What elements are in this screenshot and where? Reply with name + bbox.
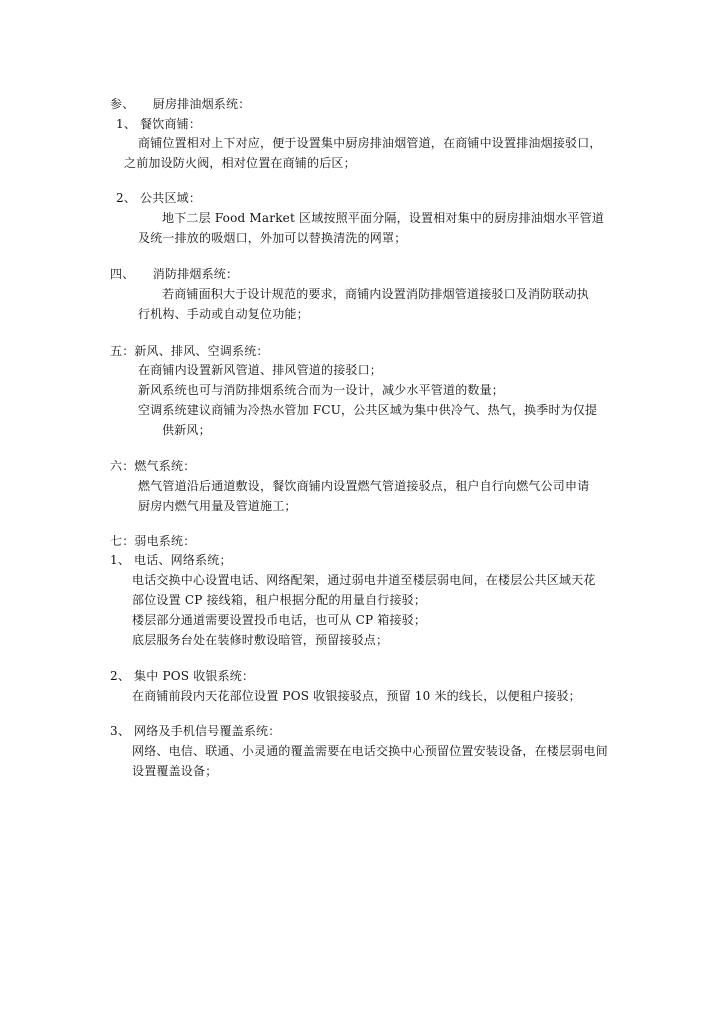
subsection-heading: 3、 网络及手机信号覆盖系统： (110, 724, 281, 738)
paragraph-line: 网络、电信、联通、小灵通的覆盖需要在电话交换中心预留位置安装设备，在楼层弱电间 (132, 744, 608, 758)
paragraph-line: 在商铺内设置新风管道、排风管道的接驳口； (138, 363, 383, 377)
paragraph-line: 空调系统建议商铺为冷热水管加 FCU，公共区域为集中供冷气、热气，换季时为仅提 (138, 403, 598, 417)
paragraph-line: 新风系统也可与消防排烟系统合而为一设计，减少水平管道的数量； (138, 383, 505, 397)
section-heading: 七：弱电系统： (110, 534, 196, 548)
paragraph-line: 若商铺面积大于设计规范的要求，商铺内设置消防排烟管道接驳口及消防联动执 (162, 287, 590, 301)
paragraph-line: 地下二层 Food Market 区域按照平面分隔，设置相对集中的厨房排油烟水平管道 (162, 211, 605, 225)
paragraph-line: 供新风； (162, 423, 211, 437)
section-heading: 六：燃气系统： (110, 459, 196, 473)
paragraph-line: 及统一排放的吸烟口，外加可以替换清洗的网罩； (138, 231, 407, 245)
paragraph-line: 燃气管道沿后通道敷设，餐饮商铺内设置燃气管道接驳点，租户自行向燃气公司申请 (138, 479, 590, 493)
subsection-heading: 2、 公共区域： (116, 191, 202, 205)
subsection-heading: 1、 餐饮商铺： (116, 117, 202, 131)
paragraph-line: 楼层部分通道需要设置投币电话，也可从 CP 箱接驳； (132, 613, 427, 627)
subsection-heading: 2、 集中 POS 收银系统： (110, 669, 255, 683)
section-heading: 四、 消防排烟系统： (110, 267, 239, 281)
paragraph-line: 厨房内燃气用量及管道施工； (138, 499, 297, 513)
paragraph-line: 在商铺前段内天花部位设置 POS 收银接驳点，预留 10 米的线长，以便租户接驳； (132, 689, 581, 703)
subsection-heading: 1、 电话、网络系统； (110, 553, 232, 567)
paragraph-line: 部位设置 CP 接线箱，租户根据分配的用量自行接驳； (132, 593, 427, 607)
paragraph-line: 底层服务台处在装修时敷设暗管，预留接驳点； (132, 633, 389, 647)
section-heading: 五：新风、排风、空调系统： (110, 344, 269, 358)
section-heading: 参、 厨房排油烟系统： (110, 97, 251, 111)
paragraph-line: 商铺位置相对上下对应，便于设置集中厨房排油烟管道，在商铺中设置排油烟接驳口， (138, 136, 602, 150)
paragraph-line: 之前加设防火阀，相对位置在商铺的后区； (124, 156, 356, 170)
paragraph-line: 电话交换中心设置电话、网络配架，通过弱电井道至楼层弱电间，在楼层公共区域天花 (132, 573, 596, 587)
paragraph-line: 行机构、手动或自动复位功能； (138, 307, 309, 321)
paragraph-line: 设置覆盖设备； (132, 764, 218, 778)
